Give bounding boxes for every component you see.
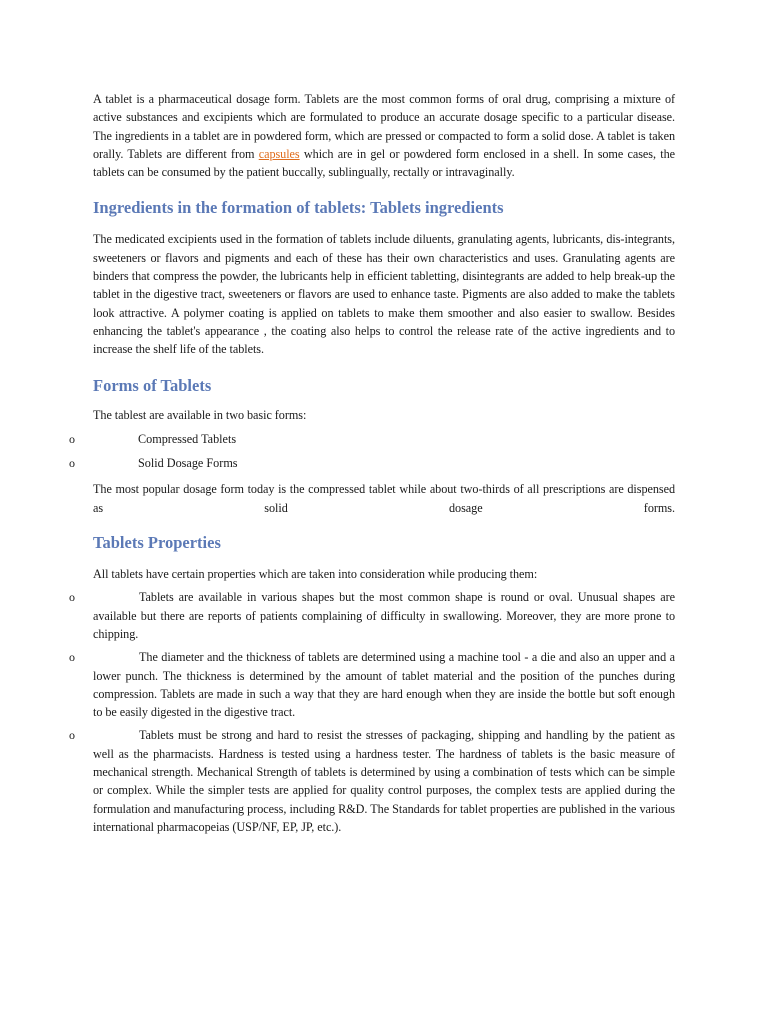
list-item	[69, 454, 675, 472]
section-heading-forms: Forms of Tablets	[93, 375, 212, 395]
section-heading-ingredients: Ingredients in the formation of tablets: Tablets ingredients	[93, 198, 504, 218]
bullet-icon: o	[69, 431, 75, 446]
document-page	[69, 90, 675, 836]
ingredients-paragraph: The medicated excipients used in the formation of tablets include diluents, granulating agents, lubricants, dis-integrants, sweeteners or flavors and pigments and each of these has their own characteristics and uses. Granulating agents are binders that compress the powder, the lubricants help in efficient tabletting, disintegrants are added to help break-up the tablet in the digestive tract, sweeteners or flavors are used to enhance taste. Pigments are also added to make the tablets look attractive. A polymer coating is applied on tablets to make them smoother and also easier to swallow. Besides enhancing the tablet's appearance , the coating also helps to control the release rate of the active ingredients and to increase the shelf life of the tablets.	[93, 232, 675, 357]
forms-paragraph: The most popular dosage form today is the compressed tablet while about two-thirds of all prescriptions are dispensed as solid dosage forms.	[93, 482, 675, 515]
list-item-text: Tablets must be strong and hard to resist the stresses of packaging, shipping and handling by the patient as well as the pharmacists. Hardness is tested using a hardness tester. The hardness of tablets is the basic measure of mechanical strength. Mechanical Strength of tablets is determined by using a combination of tests which can be simple or complex. While the simpler tests are applied for quality control purposes, the complex tests are applied during the formulation and manufacturing process, including R&D. The Standards for tablet properties are published in the various international pharmacopeias (USP/NF, EP, JP, etc.).	[93, 728, 675, 834]
capsules-link[interactable]: capsules	[258, 146, 300, 161]
list-item	[69, 726, 675, 836]
list-item	[69, 430, 675, 448]
list-item-text: The diameter and the thickness of tablets are determined using a machine tool - a die and also an upper and a lower punch. The thickness is determined by the amount of tablet material and the position of the punches during compression. Tablets are made in such a way that they are hard enough when they are inside the bottle but soft enough to be easily digested in the digestive tract.	[93, 650, 675, 720]
list-item-text: Tablets are available in various shapes but the most common shape is round or oval. Unusual shapes are available but there are reports of patients complaining of difficulty in swallowing. Moreover, they are more prone to chipping.	[93, 590, 675, 641]
properties-intro: All tablets have certain properties which are taken into consideration while producing them:	[93, 567, 538, 582]
section-heading-properties: Tablets Properties	[93, 533, 221, 553]
intro-text-part2: which are in gel or powdered form enclosed in a shell. In some cases, the tablets can be consumed by the patient buccally, sublingually, rectally or intravaginally.	[93, 146, 675, 180]
intro-paragraph	[93, 90, 675, 181]
list-item	[69, 648, 675, 721]
list-item	[69, 588, 675, 643]
forms-intro: The tablest are available in two basic forms:	[93, 407, 307, 422]
list-item-text: Solid Dosage Forms	[138, 456, 238, 471]
bullet-icon: o	[69, 456, 75, 471]
intro-text-part1: A tablet is a pharmaceutical dosage form. Tablets are the most common forms of oral drug, comprising a mixture of active substances and excipients which are formulated to produce an accurate dosage specific to a particular disease. The ingredients in a tablet are in powdered form, which are pressed or compacted to form a solid dose. A tablet is taken orally. Tablets are different from	[93, 92, 675, 161]
list-item-text: Compressed Tablets	[138, 431, 237, 446]
bullet-icon: o	[69, 728, 75, 743]
bullet-icon: o	[69, 650, 75, 665]
bullet-icon: o	[69, 590, 75, 605]
